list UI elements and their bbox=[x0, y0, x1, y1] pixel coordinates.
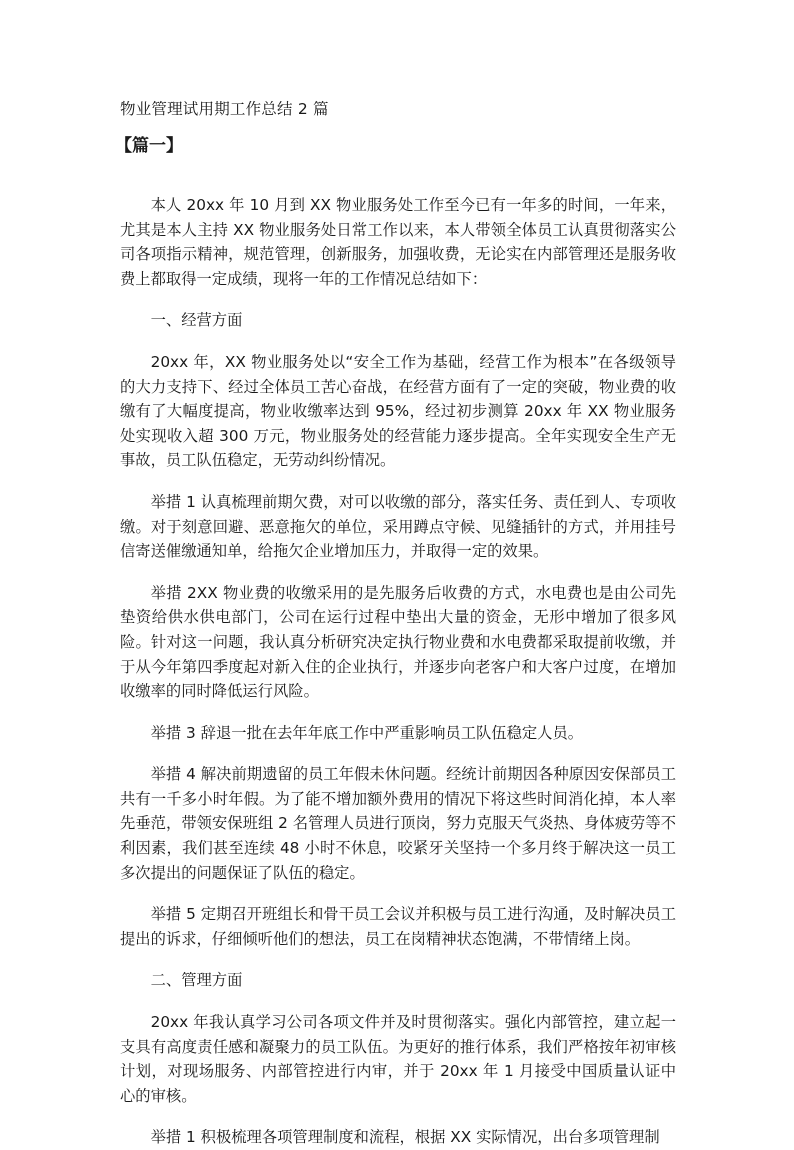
section-tag: 【篇一】 bbox=[115, 136, 183, 156]
paragraph: 举措 2XX 物业费的收缴采用的是先服务后收费的方式，水电费也是由公司先垫资给供水供电部门，公司在运行过程中垫出大量的资金，无形中增加了很多风险。针对这一问题，我认真分析研究决定执行物业费和水电费都采取提前收缴，并于从今年第四季度起对新入住的企业执行，并逐步向老客户和大客户过度，在增加收缴率的同时降低运行风险。 bbox=[120, 583, 676, 701]
document-body bbox=[120, 193, 676, 1150]
paragraph: 举措 5 定期召开班组长和骨干员工会议并积极与员工进行沟通，及时解决员工提出的诉求，仔细倾听他们的想法，员工在岗精神状态饱满，不带情绪上岗。 bbox=[120, 905, 676, 948]
document-title: 物业管理试用期工作总结 2 篇 bbox=[120, 100, 329, 118]
paragraph: 20xx 年我认真学习公司各项文件并及时贯彻落实。强化内部管控，建立起一支具有高度责任感和凝聚力的员工队伍。为更好的推行体系，我们严格按年初审核计划，对现场服务、内部管控进行内审，并于 20xx 年 1 月接受中国质量认证中心的审核。 bbox=[120, 1013, 676, 1105]
paragraph: 举措 1 积极梳理各项管理制度和流程，根据 XX 实际情况，出台多项管理制 bbox=[150, 1128, 660, 1147]
heading-operations: 一、经营方面 bbox=[150, 311, 243, 330]
paragraph: 20xx 年，XX 物业服务处以“安全工作为基础，经营工作为根本”在各级领导的大力支持下、经过全体员工苦心奋战，在经营方面有了一定的突破，物业费的收缴有了大幅度提高，物业收缴率达到 95%，经过初步测算 20xx 年 XX 物业服务处实现收入超 300 万元，物业服务处的经营能力逐步提高。全年实现安全生产无事故，员工队伍稳定，无劳动纠纷情况。 bbox=[120, 352, 676, 470]
paragraph-intro: 本人 20xx 年 10 月到 XX 物业服务处工作至今已有一年多的时间，一年来，尤其是本人主持 XX 物业服务处日常工作以来，本人带领全体员工认真贯彻落实公司各项指示精神，规范管理，创新服务，加强收费，无论实在内部管理还是服务收费上都取得一定成绩，现将一年的工作情况总结如下： bbox=[120, 196, 676, 288]
heading-management: 二、管理方面 bbox=[150, 971, 243, 990]
paragraph: 举措 1 认真梳理前期欠费，对可以收缴的部分，落实任务、责任到人、专项收缴。对于刻意回避、恶意拖欠的单位，采用蹲点守候、见缝插针的方式，并用挂号信寄送催缴通知单，给拖欠企业增加压力，并取得一定的效果。 bbox=[120, 492, 676, 561]
paragraph: 举措 4 解决前期遗留的员工年假未休问题。经统计前期因各种原因安保部员工共有一千多小时年假。为了能不增加额外费用的情况下将这些时间消化掉，本人率先垂范，带领安保班组 2 名管理人员进行顶岗，努力克服天气炎热、身体疲劳等不利因素，我们甚至连续 48 小时不休息，咬紧牙关坚持一个多月终于解决这一员工多次提出的问题保证了队伍的稳定。 bbox=[120, 765, 676, 882]
paragraph: 举措 3 辞退一批在去年年底工作中严重影响员工队伍稳定人员。 bbox=[150, 723, 584, 742]
